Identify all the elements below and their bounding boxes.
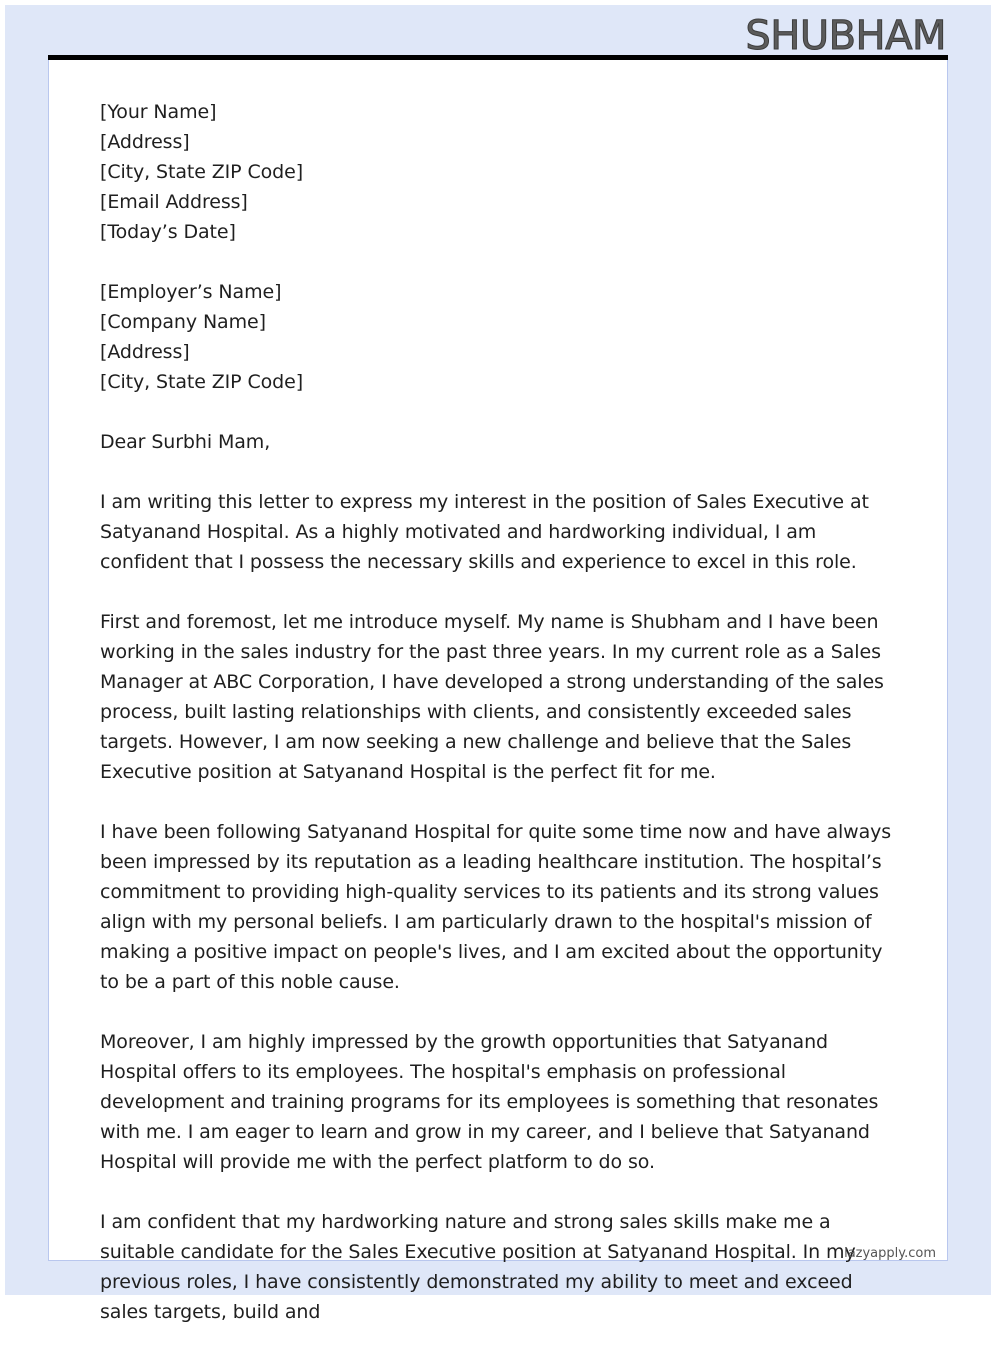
recipient-city-line: [City, State ZIP Code] (100, 371, 304, 393)
letter-body (100, 97, 900, 1357)
company-name-line: [Company Name] (100, 311, 266, 333)
sender-name-line: [Your Name] (100, 101, 217, 123)
recipient-address-block (100, 277, 900, 397)
letter-date-line: [Today’s Date] (100, 221, 236, 243)
sender-address-block (100, 97, 900, 247)
sender-email-line: [Email Address] (100, 191, 248, 213)
body-paragraph: I have been following Satyanand Hospital for quite some time now and have always been impressed by its reputation as a leading healthcare institution. The hospital’s commitment to providing high-quality services to its patients and its strong values align with my personal beliefs. I am particularly drawn to the hospital's mission of making a positive impact on people's lives, and I am excited about the opportunity to be a part of this noble cause. (100, 821, 892, 993)
applicant-name-heading: SHUBHAM (745, 13, 946, 59)
body-paragraph: I am confident that my hardworking nature and strong sales skills make me a suitable candidate for the Sales Executive position at Satyanand Hospital. In my previous roles, I have consistently demonstrated my ability to meet and exceed sales targets, build and (100, 1211, 856, 1323)
employer-name-line: [Employer’s Name] (100, 281, 282, 303)
sender-city-line: [City, State ZIP Code] (100, 161, 304, 183)
body-paragraph: Moreover, I am highly impressed by the growth opportunities that Satyanand Hospital offers to its employees. The hospital's emphasis on professional development and training programs for its employees is something that resonates with me. I am eager to learn and grow in my career, and I believe that Satyanand Hospital will provide me with the perfect platform to do so. (100, 1031, 879, 1173)
salutation: Dear Surbhi Mam, (100, 431, 271, 453)
recipient-address-line: [Address] (100, 341, 190, 363)
body-paragraph: First and foremost, let me introduce myself. My name is Shubham and I have been working in the sales industry for the past three years. In my current role as a Sales Manager at ABC Corporation, I have developed a strong understanding of the sales process, built lasting relationships with clients, and consistently exceeded sales targets. However, I am now seeking a new challenge and believe that the Sales Executive position at Satyanand Hospital is the perfect fit for me. (100, 611, 884, 783)
sender-address-line: [Address] (100, 131, 190, 153)
watermark: lazyapply.com (844, 1246, 936, 1261)
body-paragraph: I am writing this letter to express my interest in the position of Sales Executive at Satyanand Hospital. As a highly motivated and hardworking individual, I am confident that I possess the necessary skills and experience to excel in this role. (100, 491, 869, 573)
